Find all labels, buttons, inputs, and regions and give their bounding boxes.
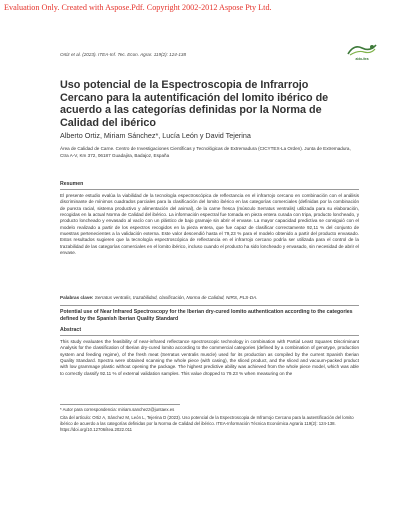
footnote-corresponding: * Autor para correspondencia: miriam.sanchezz@juntaex.es [60,407,175,412]
keywords-text: Serratus ventralis, trazabilidad, clasificación, Norma de Calidad, NIRS, PLS-DA. [94,295,258,300]
article-title: Uso potencial de la Espectroscopia de Infrarrojo Cercano para la autentificación del lomito ibérico de acuerdo a las categorías definidas por la Norma de Calidad del ibérico [60,79,329,129]
affiliation: Área de Calidad de Carne. Centro de Investigaciones Científicas y Tecnológicas de Extremadura (CICYTEX-La Orden). Junta de Extremadura, Ctra A-V, Km 372, 06187 Guadajira, Badajoz, España [60,146,351,158]
logo-text: aida-itea [355,57,369,61]
resumen-heading: Resumen [60,181,84,187]
divider [60,189,359,190]
watermark: Evaluation Only. Created with Aspose.Pdf. Copyright 2002-2012 Aspose Pty Ltd. [4,3,272,12]
english-title: Potential use of Near Infrared Spectroscopy for the Iberian dry-cured lomito authentication according to the categories defined by the Spanish Iberian Quality Standard [60,309,353,322]
footnote-cite: Cita del artículo: Ortiz A, Sánchez M, León L, Tejerina D (2023). Uso potencial de la Espectroscopia de Infrarrojo Cercano para la autentificación del lomito ibérico de acuerdo a las categorías definidas por la Norma de Calidad del ibérico. ITEA-Información Técnica Económica Agraria 119(2): 124-138. https://doi.org/10.12706/itea.2022.011 [60,415,354,432]
keywords [60,295,257,300]
abstract-text: This study evaluates the feasibility of near-infrared reflectance spectroscopic technology in combination with Partial Least Squares Discriminant Analysis for the classification of Iberian dry-cured lomito according to the commercial categories (defined by a combination of genotype, production system and feeding regime), of the fresh meat (Serratus ventralis muscle) used for its production as compiled by the current Spanish Iberian Quality Standard. Spectra were obtained scanning the whole piece (with casing), the sliced product, and the sliced and vacuum-packed product with low grammage plastic without opening the package. The highest predictive ability was achieved from the whole piece model, which was able to correctly classify 92.11 % of external validation samples. This value dropped to 79.23 % when measuring on the [60,339,359,376]
abstract-heading: Abstract [60,327,82,333]
divider [60,335,359,336]
resumen-text: El presente estudio evalúa la viabilidad de la tecnología espectroscópica de reflectancia en el infrarrojo cercano en combinación con el análisis discriminante de mínimos cuadrados parciales para la clasificación del lomito ibérico en las categorías comerciales (definidas por la combinación de pureza racial, sistema productivo y alimentación del animal), de la carne fresca (músculo Serratus ventralis) utilizada para su elaboración, recogidas en la actual Norma de Calidad del ibérico. La información espectral fue tomada en pieza entera curada con tripa, producto loncheado, y producto loncheado y envasado al vacío con un plástico de bajo gramaje sin abrir el envase. La mayor capacidad predictiva se consiguió con el modelo realizado a partir de los espectros recogidos en la pieza entera, que fue capaz de clasificar correctamente 92,11 % del conjunto de muestras pertenecientes a la validación externa. Este valor descendió hasta el 79,23 % para el modelo obtenido a partir del producto envasado. Estos resultados sugieren que la tecnología espectroscópica de reflectancia en el infrarrojo cercano podría ser utilizada para el control de la trazabilidad de las categorías comerciales en el lomito ibérico, incluso cuando el producto ha sido loncheado y envasado, sin necesidad de abrir el envase. [60,193,359,256]
footnote-divider [60,404,180,405]
journal-logo [346,42,378,57]
divider [60,305,359,306]
journal-citation: Ortiz et al. (2023). ITEA-Inf. Tec. Econ. Agrar. 119(2): 124-138 [60,52,187,57]
authors: Alberto Ortiz, Miriam Sánchez*, Lucía León y David Tejerina [60,131,251,140]
keywords-label: Palabras clave: [60,295,94,300]
